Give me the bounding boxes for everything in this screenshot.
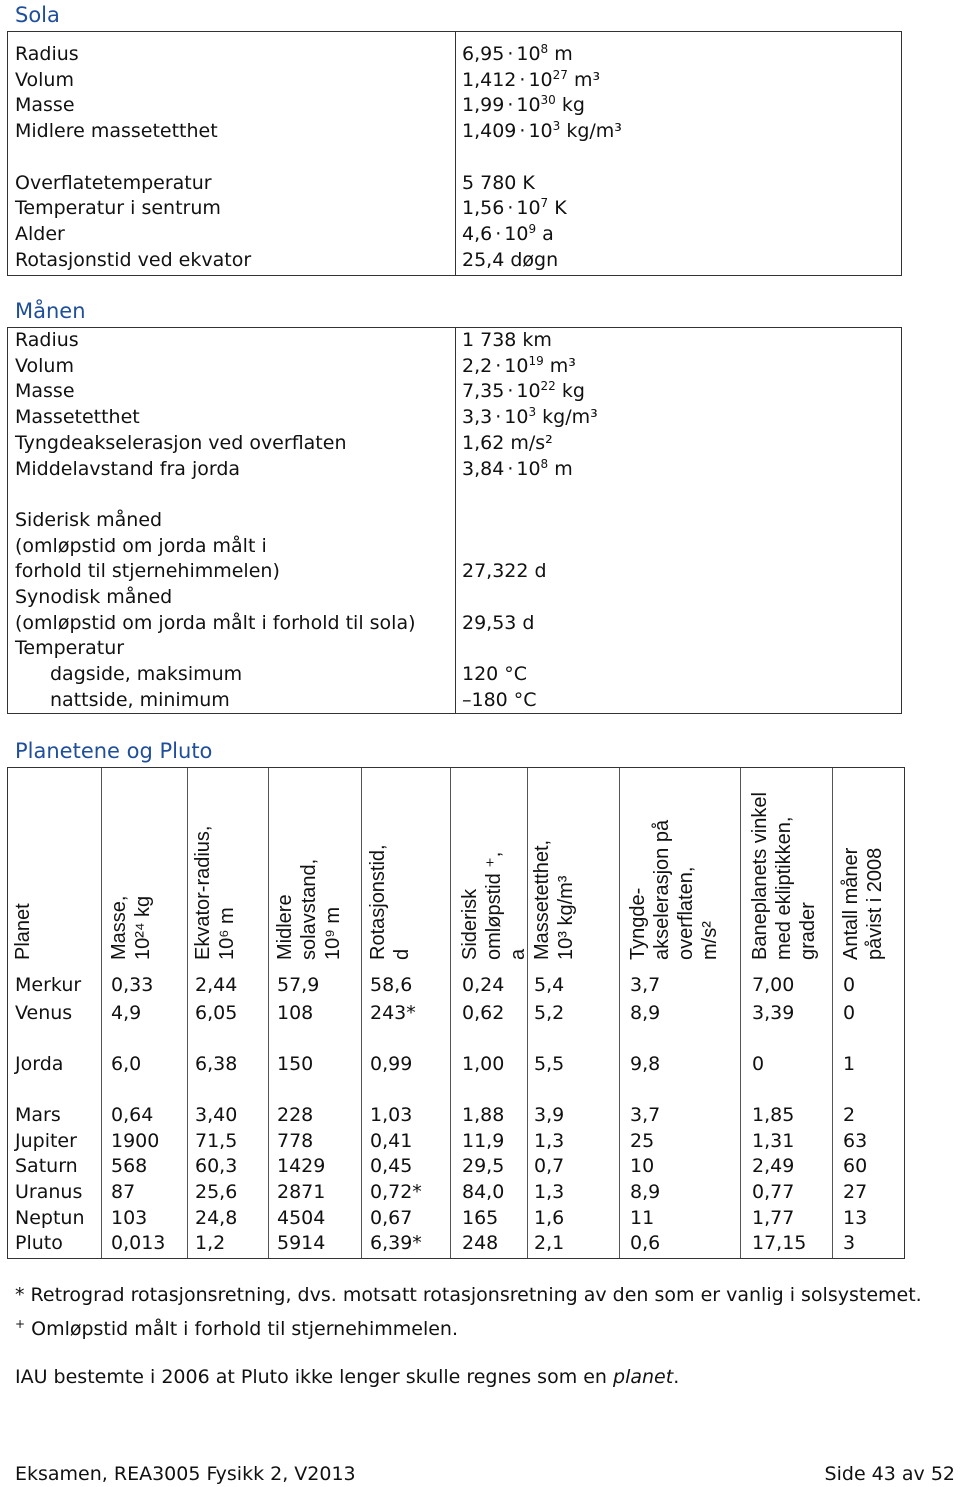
column-header-text — [748, 792, 820, 960]
times-dot: · — [495, 406, 502, 429]
row-value — [462, 456, 573, 482]
header-line: akselerasjon på — [651, 819, 673, 960]
header-line: overflaten, — [675, 866, 697, 960]
row-label: Temperatur i sentrum — [15, 197, 221, 220]
column-header-text — [626, 820, 722, 960]
column-header-text — [191, 826, 239, 961]
note-retrograde: * Retrograd rotasjonsretning, dvs. motsatt rotasjonsretning av den som er vanlig i solsystemet. — [15, 1284, 922, 1306]
table-cell: 1,77 — [752, 1207, 795, 1229]
table-cell: 0 — [843, 1002, 856, 1024]
column-header — [839, 768, 919, 963]
table-cell: 108 — [277, 1002, 314, 1024]
table-cell: 11,9 — [462, 1130, 505, 1152]
header-line: Ekvator-radius, — [192, 825, 214, 960]
table-cell: 3,7 — [630, 1104, 661, 1126]
table-cell: 11 — [630, 1207, 655, 1229]
planet-name: Jorda — [15, 1053, 64, 1075]
row-value — [462, 41, 573, 67]
table-cell: 0,45 — [370, 1155, 413, 1177]
note-orbit-text: Omløpstid målt i forhold til stjernehimmelen. — [31, 1318, 458, 1340]
value-base: 10 — [516, 197, 541, 220]
row-value — [462, 378, 585, 404]
table-cell: 0,72* — [370, 1181, 422, 1203]
row-label: (omløpstid om jorda målt i — [15, 534, 267, 557]
times-dot: · — [495, 354, 502, 377]
value-unit: kg — [555, 380, 585, 403]
value-mantissa: 1,409 — [462, 120, 517, 143]
table-cell: 9,8 — [630, 1053, 661, 1075]
table-cell: 8,9 — [630, 1181, 661, 1203]
table-cell: 5,5 — [534, 1053, 565, 1075]
table-cell: 1,85 — [752, 1104, 795, 1126]
row-value — [462, 221, 554, 247]
table-cell: 29,5 — [462, 1155, 505, 1177]
moon-heading: Månen — [15, 299, 86, 323]
table-cell: 5914 — [277, 1232, 326, 1254]
table-cell: 568 — [111, 1155, 148, 1177]
table-cell: 25 — [630, 1130, 655, 1152]
table-cell: 0,99 — [370, 1053, 413, 1075]
table-cell: 2,44 — [195, 974, 238, 996]
value-mantissa: 6,95 — [462, 43, 505, 65]
note-iau-prefix: IAU bestemte i 2006 at Pluto ikke lenger skulle regnes som en — [15, 1366, 614, 1388]
table-cell: 63 — [843, 1130, 868, 1152]
value-mantissa: 120 °C — [462, 663, 528, 686]
row-label: Siderisk måned — [15, 508, 163, 531]
table-cell: 57,9 — [277, 974, 320, 996]
column-header-text — [458, 852, 530, 960]
table-cell: 3,9 — [534, 1104, 565, 1126]
row-value — [462, 404, 598, 430]
table-cell: 60,3 — [195, 1155, 238, 1177]
value-exponent: 8 — [540, 42, 549, 56]
column-header-text — [107, 896, 155, 960]
column-header-text — [11, 903, 35, 960]
row-label: dagside, maksimum — [50, 663, 243, 686]
row-label: Masse — [15, 380, 75, 403]
planet-name: Pluto — [15, 1232, 63, 1254]
header-line: a — [507, 948, 529, 960]
column-header — [11, 768, 91, 963]
planet-name: Mars — [15, 1104, 61, 1126]
note-iau-suffix: . — [673, 1366, 680, 1388]
value-mantissa: 5 780 K — [462, 171, 535, 194]
value-mantissa: 1 738 km — [462, 329, 552, 351]
column-header-text — [366, 844, 414, 960]
table-cell: 6,0 — [111, 1053, 142, 1075]
value-unit: K — [548, 197, 567, 220]
header-line: 10⁹ m — [322, 906, 344, 960]
column-header-text — [273, 859, 345, 960]
table-cell: 1,31 — [752, 1130, 795, 1152]
planet-name: Neptun — [15, 1207, 85, 1229]
table-cell: 27 — [843, 1181, 868, 1203]
table-cell: 1,3 — [534, 1130, 565, 1152]
value-mantissa: 1,62 m/s² — [462, 431, 553, 454]
value-mantissa: –180 °C — [462, 688, 537, 711]
value-unit: m — [548, 457, 573, 480]
header-line: 10⁶ m — [216, 907, 238, 960]
table-cell: 8,9 — [630, 1002, 661, 1024]
row-label: nattside, minimum — [50, 688, 230, 711]
row-value — [462, 558, 547, 584]
row-value — [462, 610, 535, 636]
column-divider — [450, 768, 451, 1258]
table-cell: 1,00 — [462, 1053, 505, 1075]
table-cell: 17,15 — [752, 1232, 807, 1254]
sun-divider — [455, 31, 456, 276]
table-cell: 24,8 — [195, 1207, 238, 1229]
note-iau-word: planet — [613, 1366, 674, 1388]
row-value — [462, 247, 558, 273]
row-label: Radius — [15, 329, 79, 351]
header-line: Rotasjonstid, — [367, 844, 389, 960]
row-value — [462, 661, 527, 687]
times-dot: · — [519, 68, 526, 91]
value-unit: kg/m³ — [560, 120, 622, 143]
row-label: Rotasjonstid ved ekvator — [15, 248, 252, 271]
header-line: m/s² — [699, 921, 721, 960]
table-cell: 1,2 — [195, 1232, 226, 1254]
row-value — [462, 327, 552, 353]
column-divider — [361, 768, 362, 1258]
value-base: 10 — [516, 380, 541, 403]
header-line: med ekliptikken, — [773, 816, 795, 960]
table-cell: 84,0 — [462, 1181, 505, 1203]
table-cell: 1,88 — [462, 1104, 505, 1126]
table-cell: 6,38 — [195, 1053, 238, 1075]
value-unit: kg — [555, 94, 585, 117]
row-value — [462, 430, 553, 456]
table-cell: 0,24 — [462, 974, 505, 996]
table-cell: 0 — [843, 974, 856, 996]
row-value — [462, 195, 567, 221]
times-dot: · — [507, 380, 514, 403]
header-line: Midlere — [274, 894, 296, 960]
row-label: Temperatur — [15, 637, 125, 660]
table-cell: 6,39* — [370, 1232, 422, 1254]
value-mantissa: 1,412 — [462, 68, 517, 91]
value-mantissa: 3,3 — [462, 406, 493, 429]
row-label: Masse — [15, 94, 75, 117]
table-cell: 4504 — [277, 1207, 326, 1229]
note-orbit — [15, 1318, 458, 1340]
value-base: 10 — [504, 354, 529, 377]
times-dot: · — [507, 94, 514, 117]
header-line: påvist i 2008 — [864, 847, 886, 960]
row-value — [462, 67, 600, 93]
value-mantissa: 27,322 d — [462, 560, 547, 583]
table-cell: 1429 — [277, 1155, 326, 1177]
times-dot: · — [507, 197, 514, 220]
table-cell: 0,7 — [534, 1155, 565, 1177]
value-unit: m — [548, 43, 573, 65]
value-mantissa: 4,6 — [462, 222, 493, 245]
column-header — [458, 768, 538, 963]
table-cell: 165 — [462, 1207, 499, 1229]
header-line: d — [391, 948, 413, 960]
table-cell: 1 — [843, 1053, 856, 1075]
row-value — [462, 687, 537, 713]
column-header-text — [839, 848, 887, 960]
table-cell: 150 — [277, 1053, 314, 1075]
value-unit: m³ — [543, 354, 576, 377]
planet-name: Venus — [15, 1002, 73, 1024]
value-mantissa: 2,2 — [462, 354, 493, 377]
table-cell: 1,03 — [370, 1104, 413, 1126]
header-line: solavstand, — [298, 858, 320, 960]
table-cell: 0,6 — [630, 1232, 661, 1254]
table-cell: 0 — [752, 1053, 765, 1075]
table-cell: 3,39 — [752, 1002, 795, 1024]
value-mantissa: 1,56 — [462, 197, 505, 220]
table-cell: 3,7 — [630, 974, 661, 996]
value-mantissa: 25,4 døgn — [462, 248, 559, 271]
row-label: forhold til stjernehimmelen) — [15, 560, 280, 583]
table-cell: 0,41 — [370, 1130, 413, 1152]
value-unit: a — [536, 222, 554, 245]
sun-table — [7, 31, 902, 276]
value-exponent: 19 — [528, 353, 544, 368]
header-line: Masse, — [108, 895, 130, 960]
value-exponent: 3 — [552, 119, 561, 134]
header-line: Tyngde- — [627, 887, 649, 960]
table-cell: 5,2 — [534, 1002, 565, 1024]
value-exponent: 3 — [528, 405, 537, 420]
note-plus-mark: + — [15, 1317, 26, 1331]
table-cell: 0,67 — [370, 1207, 413, 1229]
footer-page: Side 43 av 52 — [824, 1463, 955, 1485]
planet-name: Jupiter — [15, 1130, 77, 1152]
row-label: Massetetthet — [15, 406, 140, 429]
column-divider — [619, 768, 620, 1258]
value-exponent: 9 — [528, 221, 537, 236]
value-base: 10 — [504, 406, 529, 429]
table-cell: 5,4 — [534, 974, 565, 996]
value-mantissa: 29,53 d — [462, 611, 535, 634]
row-value — [462, 92, 585, 118]
table-cell: 58,6 — [370, 974, 413, 996]
row-value — [462, 170, 535, 196]
column-header — [107, 768, 187, 963]
value-base: 10 — [528, 68, 553, 91]
value-exponent: 22 — [540, 379, 556, 394]
times-dot: · — [495, 222, 502, 245]
value-exponent: 7 — [540, 196, 549, 211]
value-base: 10 — [504, 222, 529, 245]
column-divider — [101, 768, 102, 1258]
row-label: (omløpstid om jorda målt i forhold til sola) — [15, 611, 416, 634]
moon-divider — [455, 327, 456, 714]
table-cell: 248 — [462, 1232, 499, 1254]
header-line: omløpstid ⁺, — [483, 851, 505, 960]
row-value — [462, 118, 622, 144]
header-line: 10²⁴ kg — [132, 895, 154, 960]
header-line: Siderisk — [459, 888, 481, 960]
row-label: Alder — [15, 222, 65, 245]
row-label: Volum — [15, 68, 74, 91]
table-cell: 60 — [843, 1155, 868, 1177]
row-label: Volum — [15, 354, 74, 377]
times-dot: · — [519, 120, 526, 143]
column-divider — [187, 768, 188, 1258]
row-label: Middelavstand fra jorda — [15, 457, 241, 480]
table-cell: 71,5 — [195, 1130, 238, 1152]
planet-name: Saturn — [15, 1155, 78, 1177]
table-cell: 13 — [843, 1207, 868, 1229]
table-cell: 25,6 — [195, 1181, 238, 1203]
value-base: 10 — [528, 120, 553, 143]
header-line: Massetetthet, — [531, 839, 553, 960]
table-cell: 2 — [843, 1104, 856, 1126]
table-cell: 0,77 — [752, 1181, 795, 1203]
planet-name: Uranus — [15, 1181, 83, 1203]
planet-name: Merkur — [15, 974, 82, 996]
column-header — [530, 768, 610, 963]
value-base: 10 — [516, 94, 541, 117]
row-label: Radius — [15, 43, 79, 65]
column-header — [273, 768, 353, 963]
table-cell: 1900 — [111, 1130, 160, 1152]
table-cell: 103 — [111, 1207, 148, 1229]
value-exponent: 27 — [552, 67, 568, 82]
table-cell: 4,9 — [111, 1002, 142, 1024]
value-unit: kg/m³ — [536, 406, 598, 429]
row-label: Midlere massetetthet — [15, 120, 218, 143]
column-header-text — [530, 840, 578, 960]
value-exponent: 8 — [540, 456, 549, 471]
note-iau — [15, 1366, 679, 1388]
table-cell: 0,62 — [462, 1002, 505, 1024]
table-cell: 7,00 — [752, 974, 795, 996]
header-line: Planet — [12, 903, 34, 960]
planets-heading: Planetene og Pluto — [15, 739, 213, 763]
header-line: Antall måner — [840, 847, 862, 960]
header-line: grader — [797, 902, 819, 960]
table-cell: 0,64 — [111, 1104, 154, 1126]
column-header — [366, 768, 446, 963]
header-line: 10³ kg/m³ — [555, 875, 577, 960]
value-exponent: 30 — [540, 93, 556, 108]
table-cell: 778 — [277, 1130, 314, 1152]
row-value — [462, 353, 576, 379]
table-cell: 2871 — [277, 1181, 326, 1203]
table-cell: 10 — [630, 1155, 655, 1177]
times-dot: · — [507, 43, 514, 65]
column-header — [626, 768, 721, 963]
table-cell: 0,013 — [111, 1232, 166, 1254]
column-header — [191, 768, 271, 963]
sun-heading: Sola — [15, 3, 60, 27]
value-base: 10 — [516, 43, 541, 65]
row-label: Tyngdeakselerasjon ved overflaten — [15, 431, 347, 454]
table-cell: 0,33 — [111, 974, 154, 996]
table-cell: 2,49 — [752, 1155, 795, 1177]
row-label: Overflatetemperatur — [15, 171, 212, 194]
times-dot: · — [507, 457, 514, 480]
value-mantissa: 7,35 — [462, 380, 505, 403]
table-cell: 1,6 — [534, 1207, 565, 1229]
table-cell: 1,3 — [534, 1181, 565, 1203]
row-label: Synodisk måned — [15, 586, 173, 608]
table-cell: 87 — [111, 1181, 136, 1203]
table-cell: 3,40 — [195, 1104, 238, 1126]
table-cell: 228 — [277, 1104, 314, 1126]
column-divider — [740, 768, 741, 1258]
footer-left: Eksamen, REA3005 Fysikk 2, V2013 — [15, 1463, 356, 1485]
column-divider — [832, 768, 833, 1258]
column-header — [748, 768, 828, 963]
table-cell: 2,1 — [534, 1232, 565, 1254]
table-cell: 6,05 — [195, 1002, 238, 1024]
value-mantissa: 1,99 — [462, 94, 505, 117]
table-cell: 3 — [843, 1232, 856, 1254]
table-cell: 243* — [370, 1002, 416, 1024]
header-line: Baneplanets vinkel — [749, 792, 771, 960]
value-mantissa: 3,84 — [462, 457, 505, 480]
value-unit: m³ — [567, 68, 601, 91]
value-base: 10 — [516, 457, 541, 480]
